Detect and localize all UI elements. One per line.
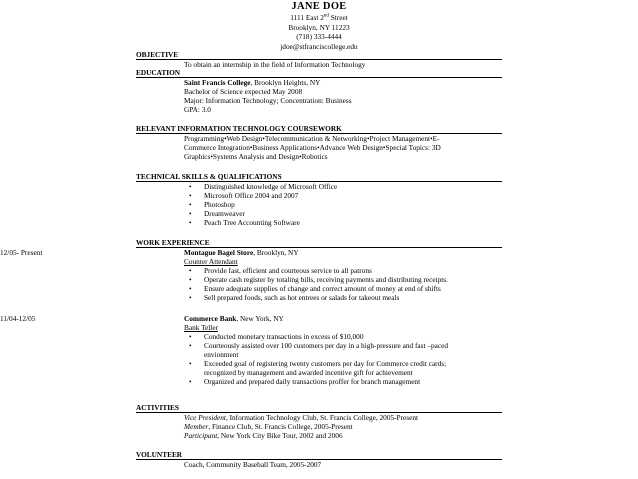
- education-section: [136, 68, 502, 114]
- list-item: • Peach Tree Accounting Software: [185, 218, 502, 227]
- activity-item: [184, 422, 502, 431]
- job-dates: 12/05- Present: [0, 248, 43, 257]
- list-item: • Conducted monetary transactions in excess of $10,000: [185, 332, 454, 341]
- job-position: Counter Attendant: [184, 257, 238, 267]
- job-position: Bank Teller: [184, 322, 219, 332]
- job-entry: [0, 313, 502, 387]
- job-duties-list: [136, 266, 502, 302]
- address-ordinal: nd: [323, 13, 329, 19]
- major-line: Major: Information Technology; Concentration: Business: [184, 96, 352, 106]
- list-item: • Ensure adequate supplies of change and correct amount of money at end of shifts: [185, 284, 502, 293]
- list-item: • Exceeded goal of registering twenty customers per day for Commerce credit cards; recognized by management and awarded incentive gift for achievement: [185, 359, 454, 377]
- list-item: • Microsoft Office 2004 and 2007: [185, 191, 502, 200]
- school-name: Saint Francis College: [184, 78, 251, 87]
- job-duties-list: [136, 332, 454, 387]
- email-line: jdoe@stfranciscollege.edu: [280, 41, 358, 51]
- job-location: , New York, NY: [236, 313, 284, 323]
- job-company: Commerce Bank: [184, 313, 237, 323]
- list-item: • Organized and prepared daily transactions proffer for branch management: [185, 377, 454, 386]
- city-line: Brooklyn, NY 11223: [288, 22, 350, 32]
- resume-header: [0, 1, 638, 51]
- experience-title: WORK EXPERIENCE: [136, 238, 502, 248]
- activity-detail: , New York City Bike Tour, 2002 and 2006: [217, 431, 343, 441]
- list-item: • Photoshop: [185, 200, 502, 209]
- skills-list: [136, 182, 502, 227]
- objective-section: [136, 50, 502, 69]
- volunteer-section: [136, 450, 502, 469]
- experience-section: [0, 238, 502, 387]
- school-location: , Brooklyn Heights, NY: [250, 78, 321, 87]
- job-location: , Brooklyn, NY: [253, 248, 299, 257]
- degree-line: Bachelor of Science expected May 2008: [184, 87, 303, 97]
- skills-title: TECHNICAL SKILLS & QUALIFICATIONS: [136, 172, 502, 182]
- gpa-line: GPA: 3.0: [184, 105, 211, 115]
- activity-item: [184, 431, 502, 440]
- address-street-suffix: Street: [328, 13, 348, 22]
- activity-role: Vice President: [184, 413, 226, 422]
- activity-role: Member: [184, 422, 209, 432]
- activity-detail: , Information Technology Club, St. Francis College, 2005-Present: [225, 413, 419, 422]
- list-item: • Dreamweaver: [185, 209, 502, 218]
- coursework-section: [136, 124, 502, 161]
- activity-detail: , Finance Club, St. Francis College, 2005-Present: [208, 422, 353, 432]
- candidate-name: JANE DOE: [291, 1, 347, 12]
- objective-title: OBJECTIVE: [136, 50, 502, 60]
- job-employer-line: [184, 314, 502, 323]
- list-item: • Sell prepared foods, such as hot entrees or salads for takeout meals: [185, 293, 502, 302]
- activity-item: [184, 413, 502, 422]
- volunteer-title: VOLUNTEER: [136, 450, 502, 460]
- coursework-title: RELEVANT INFORMATION TECHNOLOGY COURSEWORK: [136, 124, 502, 134]
- job-company: Montague Bagel Store: [184, 248, 254, 257]
- school-line: [184, 78, 502, 87]
- job-dates: 11/04-12/05: [0, 313, 36, 323]
- volunteer-text: Coach, Community Baseball Team, 2005-2007: [184, 460, 322, 469]
- coursework-line: Graphics•Systems Analysis and Design•Robotics: [184, 152, 328, 162]
- job-employer-line: [184, 248, 502, 257]
- coursework-line: Commerce Integration•Business Applications•Advance Web Design•Special Topics: 3D: [184, 143, 441, 153]
- activities-title: ACTIVITIES: [136, 403, 502, 413]
- phone-line: (718) 333-4444: [296, 32, 342, 42]
- objective-text: To obtain an internship in the field of Information Technology: [184, 60, 366, 69]
- job-entry: [0, 248, 502, 303]
- address-street: 1111 East 2: [290, 13, 324, 22]
- activity-role: Participant: [184, 431, 218, 441]
- list-item: • Courteously assisted over 100 customers per day in a high-pressure and fast –paced envionment: [185, 341, 454, 359]
- address-line: [0, 13, 638, 23]
- coursework-line: Programming•Web Design•Telecommunication & Networking•Project Management•E-: [184, 134, 440, 143]
- list-item: • Operate cash register by totaling bills, receiving payments and distributing receipts.: [185, 275, 502, 284]
- activities-section: [136, 403, 502, 440]
- list-item: • Provide fast, efficient and courteous service to all patrons: [185, 266, 502, 275]
- list-item: • Distinguished knowledge of Microsoft Office: [185, 182, 502, 191]
- education-title: EDUCATION: [136, 68, 502, 78]
- skills-section: [136, 172, 502, 227]
